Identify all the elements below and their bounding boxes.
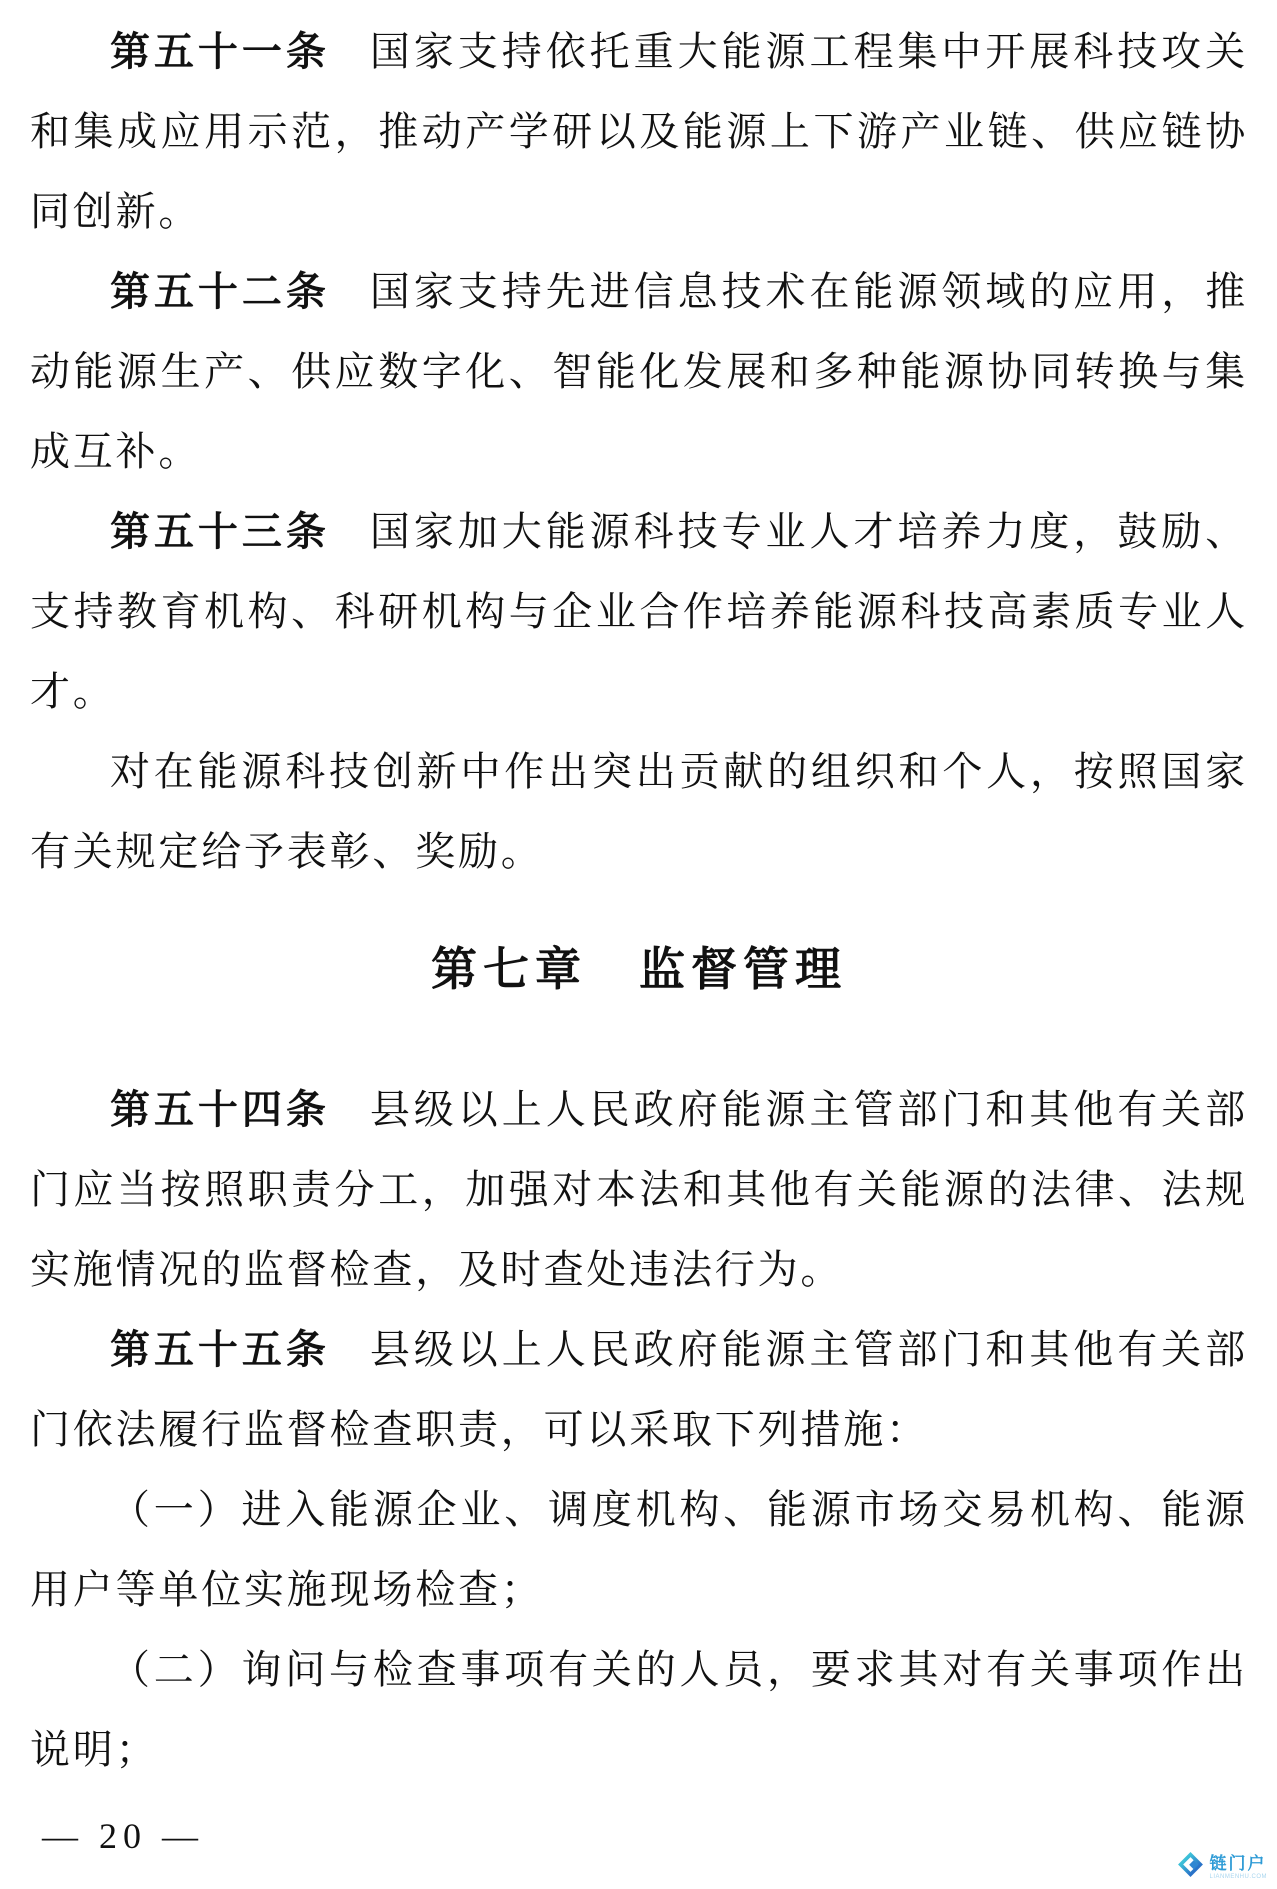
measure-item-1-text: （一）进入能源企业、调度机构、能源市场交易机构、能源用户等单位实施现场检查；	[30, 1487, 1248, 1612]
article-55-text: 县级以上人民政府能源主管部门和其他有关部门依法履行监督检查职责，可以采取下列措施：	[30, 1327, 1249, 1452]
article-52-paragraph	[30, 252, 1248, 492]
article-53-number: 第五十三条	[110, 509, 330, 554]
article-53-paragraph	[30, 492, 1248, 732]
article-51-paragraph	[30, 12, 1248, 252]
lianmenhu-watermark	[1178, 1851, 1267, 1883]
article-54-text: 县级以上人民政府能源主管部门和其他有关部门应当按照职责分工，加强对本法和其他有关能源的法律、法规实施情况的监督检查，及时查处违法行为。	[30, 1087, 1249, 1292]
measure-item-2-text: （二）询问与检查事项有关的人员，要求其对有关事项作出说明；	[30, 1647, 1248, 1772]
commendation-text: 对在能源科技创新中作出突出贡献的组织和个人，按照国家有关规定给予表彰、奖励。	[30, 749, 1248, 874]
commendation-paragraph	[30, 732, 1248, 892]
watermark-brand-text: 链门户	[1209, 1853, 1267, 1873]
page-number: — 20 —	[42, 1816, 204, 1856]
article-52-text: 国家支持先进信息技术在能源领域的应用，推动能源生产、供应数字化、智能化发展和多种能源协同转换与集成互补。	[30, 269, 1249, 474]
article-54-paragraph	[30, 1070, 1248, 1310]
article-51-number: 第五十一条	[110, 29, 330, 74]
article-55-paragraph	[30, 1310, 1248, 1470]
chapter-7-heading: 第七章 监督管理	[431, 944, 847, 995]
article-54-number: 第五十四条	[110, 1087, 330, 1132]
article-55-number: 第五十五条	[110, 1327, 330, 1372]
article-51-text: 国家支持依托重大能源工程集中开展科技攻关和集成应用示范，推动产学研以及能源上下游产业链、供应链协同创新。	[30, 29, 1249, 234]
article-52-number: 第五十二条	[110, 269, 330, 314]
measure-item-2	[30, 1630, 1248, 1790]
document-body	[30, 12, 1248, 1790]
article-53-text: 国家加大能源科技专业人才培养力度，鼓励、支持教育机构、科研机构与企业合作培养能源科技高素质专业人才。	[30, 509, 1249, 714]
measure-item-1	[30, 1470, 1248, 1630]
lianmenhu-logo-icon	[1178, 1851, 1204, 1883]
watermark-domain-text: LIANMENHU.COM	[1209, 1873, 1267, 1880]
